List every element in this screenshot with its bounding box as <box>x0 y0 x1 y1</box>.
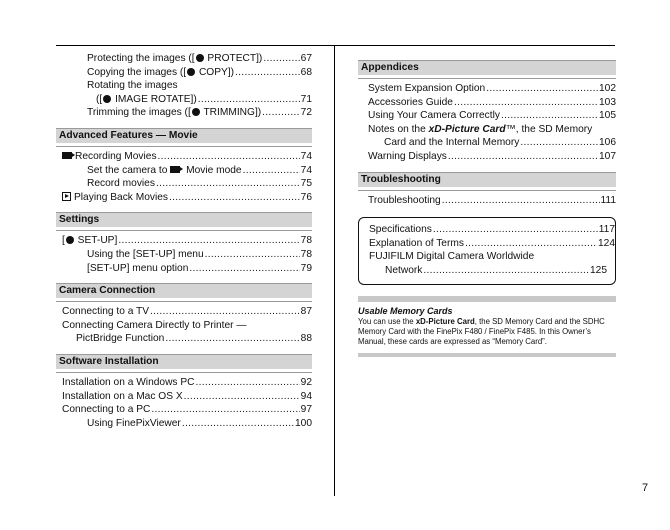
page-ref: 76 <box>300 191 312 203</box>
section-troubleshooting <box>358 172 616 208</box>
toc-entry-using-camera-correctly[interactable]: Using Your Camera Correctly ..... 105 <box>358 109 616 123</box>
toc-entry-system-expansion[interactable]: System Expansion Option ..... 102 <box>358 82 616 96</box>
page-ref: 79 <box>300 262 312 274</box>
toc-entry-windows-install[interactable]: Installation on a Windows PC ..... 92 <box>56 376 312 390</box>
toc-entry-rotate[interactable]: ([ IMAGE ROTATE]) ..... 71 <box>56 93 312 107</box>
top-rule <box>56 45 615 46</box>
page-ref: 102 <box>599 83 616 94</box>
page-ref: 125 <box>590 264 607 276</box>
toc-entry-network[interactable]: Network ..... 125 <box>359 264 615 278</box>
page-ref: 68 <box>300 66 312 78</box>
page-ref: 94 <box>300 390 312 402</box>
toc-entry-fujifilm-network-heading: FUJIFILM Digital Camera Worldwide <box>369 251 535 263</box>
section-settings <box>56 212 312 275</box>
trim-icon <box>192 108 200 116</box>
page-ref: 88 <box>300 333 312 345</box>
page-ref: 111 <box>600 194 616 206</box>
section-software-installation <box>56 354 312 430</box>
section-heading: Settings <box>56 212 312 227</box>
toc-entry-rotate-heading: Rotating the images <box>87 80 178 92</box>
section-heading: Software Installation <box>56 354 312 369</box>
page-number: 7 <box>642 482 649 494</box>
page-ref: 78 <box>300 235 312 247</box>
page-ref: 92 <box>300 376 312 388</box>
toc-entry-accessories[interactable]: Accessories Guide ..... 103 <box>358 96 616 110</box>
toc-entry-connecting-printer: Connecting Camera Directly to Printer — <box>62 319 247 331</box>
toc-entry-mac-install[interactable]: Installation on a Mac OS X ..... 94 <box>56 390 312 404</box>
toc-entry-copy[interactable]: Copying the images ([ COPY]) ..... 68 <box>56 66 312 80</box>
page-ref: 107 <box>599 150 616 162</box>
movie-camera-icon <box>62 152 72 159</box>
toc-entry-recording-movies[interactable]: Recording Movies ..... 74 <box>56 150 312 164</box>
page-ref: 78 <box>300 248 312 260</box>
right-column <box>358 52 616 357</box>
copy-icon <box>187 68 195 76</box>
toc-entry-connecting-pc[interactable]: Connecting to a PC ..... 97 <box>56 403 312 417</box>
toc-entry-connecting-tv[interactable]: Connecting to a TV ..... 87 <box>56 305 312 319</box>
movie-camera-icon <box>170 166 180 173</box>
toc-entry-pictbridge[interactable]: PictBridge Function ..... 88 <box>56 332 312 346</box>
page-ref: 103 <box>599 96 616 108</box>
section-camera-connection <box>56 283 312 346</box>
toc-entry-finepixviewer[interactable]: Using FinePixViewer ..... 100 <box>56 417 312 431</box>
column-divider <box>334 46 335 496</box>
memory-card-note <box>358 296 616 357</box>
note-title: Usable Memory Cards <box>358 305 453 316</box>
playback-icon <box>62 192 71 201</box>
page-ref: 67 <box>300 53 312 64</box>
page-ref: 72 <box>300 107 312 119</box>
toc-entry-warning-displays[interactable]: Warning Displays ..... 107 <box>358 150 616 164</box>
page-ref: 100 <box>295 417 312 429</box>
page-ref: 117 <box>598 224 615 236</box>
section-heading: Appendices <box>358 60 616 75</box>
toc-entry-trim[interactable]: Trimming the images ([ TRIMMING]) ..... 72 <box>56 106 312 120</box>
toc-entry-playing-back-movies[interactable]: Playing Back Movies ..... 76 <box>56 191 312 205</box>
page-ref: 75 <box>300 178 312 190</box>
page-ref: 97 <box>300 404 312 416</box>
section-heading: Advanced Features — Movie <box>56 128 312 143</box>
toc-entry-specifications[interactable]: Specifications ..... 117 <box>359 223 615 237</box>
toc-entry-card-internal-memory[interactable]: Card and the Internal Memory ..... 106 <box>358 136 616 150</box>
toc-entry-movie-mode[interactable]: Set the camera to Movie mode ..... 74 <box>56 164 312 178</box>
toc-entry-record-movies[interactable]: Record movies ..... 75 <box>56 177 312 191</box>
toc-entry-setup[interactable]: [ SET-UP] ..... 78 <box>56 234 312 248</box>
section-heading: Camera Connection <box>56 283 312 298</box>
page-ref: 74 <box>300 150 312 162</box>
section-heading: Troubleshooting <box>358 172 616 187</box>
toc-entry-troubleshooting[interactable]: Troubleshooting ..... 111 <box>358 194 616 208</box>
page-ref: 105 <box>599 110 616 122</box>
section-movie <box>56 128 312 204</box>
toc-entry-explanation-terms[interactable]: Explanation of Terms ..... 124 <box>359 237 615 251</box>
page-ref: 124 <box>598 237 615 249</box>
left-column <box>56 52 312 430</box>
page-ref: 74 <box>300 164 312 176</box>
protect-icon <box>196 54 204 62</box>
toc-entry-setup-menu-option[interactable]: [SET-UP] menu option ..... 79 <box>56 262 312 276</box>
section-appendices <box>358 60 616 164</box>
setup-icon <box>66 236 74 244</box>
note-text: You can use the xD-Picture Card, the SD Memory Card and the SDHC Memory Card with the FinePix F480 / FinePix F485. In this Owner’s Manual, these cards are expressed as “Memory Card”. <box>358 316 605 347</box>
rotate-icon <box>103 95 111 103</box>
toc-entry-protect[interactable]: Protecting the images ([ PROTECT]) ..... 67 <box>56 52 312 66</box>
toc-entry-notes-xd: Notes on the xD-Picture Card™, the SD Memory <box>368 123 593 135</box>
page-ref: 71 <box>300 93 312 105</box>
specifications-box <box>358 217 616 284</box>
page-ref: 106 <box>599 137 616 149</box>
page-ref: 87 <box>300 306 312 318</box>
toc-entry-using-setup-menu[interactable]: Using the [SET-UP] menu ..... 78 <box>56 248 312 262</box>
